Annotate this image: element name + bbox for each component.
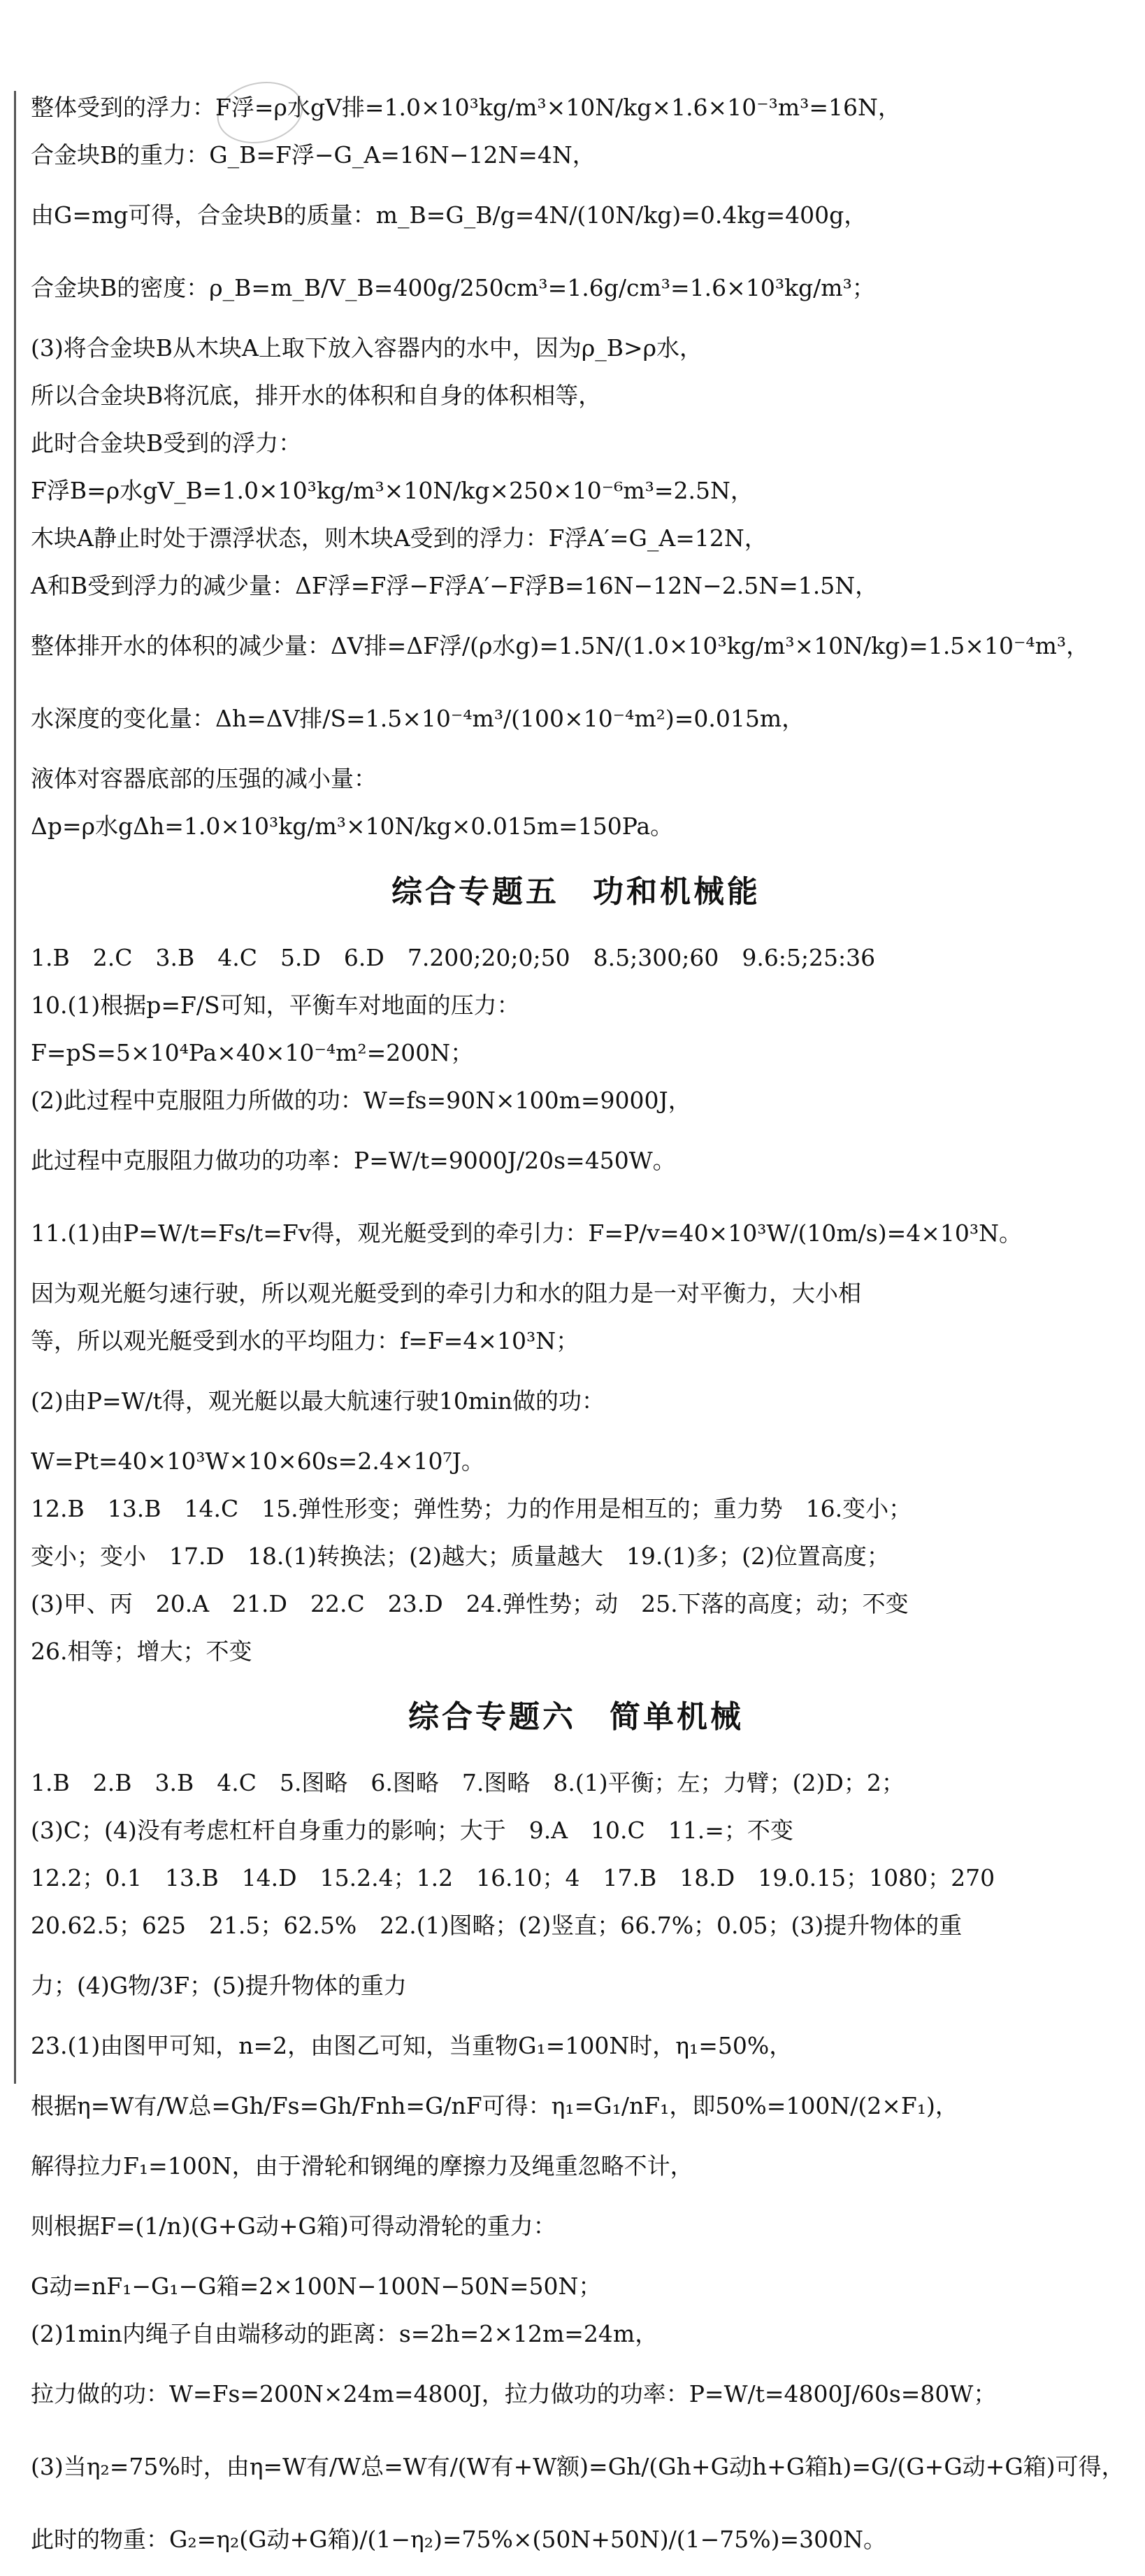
text-line: 由G=mg可得，合金块B的质量：m_B=G_B/g=4N/(10N/kg)=0.4kg=400g， (31, 201, 867, 229)
section-heading-6: 综合专题六 简单机械 (408, 1699, 744, 1735)
text-line: 整体受到的浮力：F浮=ρ水gV排=1.0×10³kg/m³×10N/kg×1.6×10⁻³m³=16N， (31, 94, 901, 121)
text-line: 此时合金块B受到的浮力： (31, 429, 302, 457)
text-line: 则根据F=(1/n)(G+G动+G箱)可得动滑轮的重力： (31, 2212, 556, 2240)
text-line: 整体排开水的体积的减少量：ΔV排=ΔF浮/(ρ水g)=1.5N/(1.0×10³kg/m³×10N/kg)=1.5×10⁻⁴m³， (31, 632, 1090, 659)
text-line: 力；(4)G物/3F；(5)提升物体的重力 (31, 1972, 407, 1999)
text-line: (2)1min内绳子自由端移动的距离：s=2h=2×12m=24m， (31, 2320, 658, 2347)
text-line: (3)当η₂=75%时，由η=W有/W总=W有/(W有+W额)=Gh/(Gh+G动h+G箱h)=G/(G+G动+G箱)可得， (31, 2453, 1125, 2480)
text-line: 10.(1)根据p=F/S可知，平衡车对地面的压力： (31, 992, 520, 1019)
left-margin-line (14, 91, 16, 2084)
text-line: 解得拉力F₁=100N，由于滑轮和钢绳的摩擦力及绳重忽略不计， (31, 2152, 693, 2180)
text-line: 此过程中克服阻力做功的功率：P=W/t=9000J/20s=450W。 (31, 1147, 676, 1174)
text-line: W=Pt=40×10³W×10×60s=2.4×10⁷J。 (31, 1447, 484, 1475)
text-line: 合金块B的密度：ρ_B=m_B/V_B=400g/250cm³=1.6g/cm³=1.6×10³kg/m³； (31, 274, 875, 301)
text-line: 26.相等；增大；不变 (31, 1638, 252, 1665)
text-line: 所以合金块B将沉底，排开水的体积和自身的体积相等， (31, 382, 602, 409)
text-line: F=pS=5×10⁴Pa×40×10⁻⁴m²=200N； (31, 1039, 474, 1066)
text-line: Δp=ρ水gΔh=1.0×10³kg/m³×10N/kg×0.015m=150Pa。 (31, 813, 674, 840)
text-line: 合金块B的重力：G_B=F浮−G_A=16N−12N=4N， (31, 141, 596, 169)
text-line: 变小；变小 17.D 18.(1)转换法；(2)越大；质量越大 19.(1)多；(2)位置高度； (31, 1543, 890, 1570)
text-line: 20.62.5；625 21.5；62.5% 22.(1)图略；(2)竖直；66.7%；0.05；(3)提升物体的重 (31, 1912, 963, 1939)
text-line: 因为观光艇匀速行驶，所以观光艇受到的牵引力和水的阻力是一对平衡力，大小相 (31, 1280, 861, 1307)
section-heading-5: 综合专题五 功和机械能 (391, 874, 761, 910)
text-line: 1.B 2.B 3.B 4.C 5.图略 6.图略 7.图略 8.(1)平衡；左；力臂；(2)D；2； (31, 1769, 905, 1796)
text-line: 等，所以观光艇受到水的平均阻力：f=F=4×10³N； (31, 1327, 579, 1354)
text-line: 水深度的变化量：Δh=ΔV排/S=1.5×10⁻⁴m³/(100×10⁻⁴m²)=0.015m， (31, 705, 805, 732)
text-line: F浮B=ρ水gV_B=1.0×10³kg/m³×10N/kg×250×10⁻⁶m³=2.5N， (31, 477, 754, 504)
text-line: 11.(1)由P=W/t=Fs/t=Fv得，观光艇受到的牵引力：F=P/v=40×10³W/(10m/s)=4×10³N。 (31, 1219, 1022, 1247)
text-line: G动=nF₁−G₁−G箱=2×100N−100N−50N=50N； (31, 2273, 602, 2300)
text-line: (2)此过程中克服阻力所做的功：W=fs=90N×100m=9000J， (31, 1087, 691, 1114)
text-line: (3)C；(4)没有考虑杠杆自身重力的影响；大于 9.A 10.C 11.=；不变 (31, 1817, 793, 1844)
answer-page (31, 84, 1125, 2576)
text-line: 1.B 2.C 3.B 4.C 5.D 6.D 7.200;20;0;50 8.5;300;60 9.6:5;25:36 (31, 944, 876, 971)
text-line: (3)将合金块B从木块A上取下放入容器内的水中，因为ρ_B>ρ水， (31, 334, 703, 362)
text-line: 23.(1)由图甲可知，n=2，由图乙可知，当重物G₁=100N时，η₁=50%， (31, 2032, 793, 2059)
text-line: A和B受到浮力的减少量：ΔF浮=F浮−F浮A′−F浮B=16N−12N−2.5N=1.5N， (31, 572, 879, 599)
text-line: 12.2；0.1 13.B 14.D 15.2.4；1.2 16.10；4 17.B 18.D 19.0.15；1080；270 (31, 1864, 995, 1891)
text-line: 液体对容器底部的压强的减小量： (31, 765, 377, 792)
text-line: (2)由P=W/t得，观光艇以最大航速行驶10min做的功： (31, 1387, 605, 1415)
text-line: 12.B 13.B 14.C 15.弹性形变；弹性势；力的作用是相互的；重力势 16.变小； (31, 1495, 912, 1522)
text-line: 此时的物重：G₂=η₂(G动+G箱)/(1−η₂)=75%×(50N+50N)/(1−75%)=300N。 (31, 2526, 887, 2553)
text-line: 木块A静止时处于漂浮状态，则木块A受到的浮力：F浮A′=G_A=12N， (31, 524, 768, 552)
text-line: 拉力做的功：W=Fs=200N×24m=4800J，拉力做功的功率：P=W/t=4800J/60s=80W； (31, 2380, 997, 2407)
text-line: 根据η=W有/W总=Gh/Fs=Gh/Fnh=G/nF可得：η₁=G₁/nF₁，即50%=100N/(2×F₁)， (31, 2092, 958, 2119)
text-line: (3)甲、丙 20.A 21.D 22.C 23.D 24.弹性势；动 25.下落的高度；动；不变 (31, 1590, 909, 1617)
